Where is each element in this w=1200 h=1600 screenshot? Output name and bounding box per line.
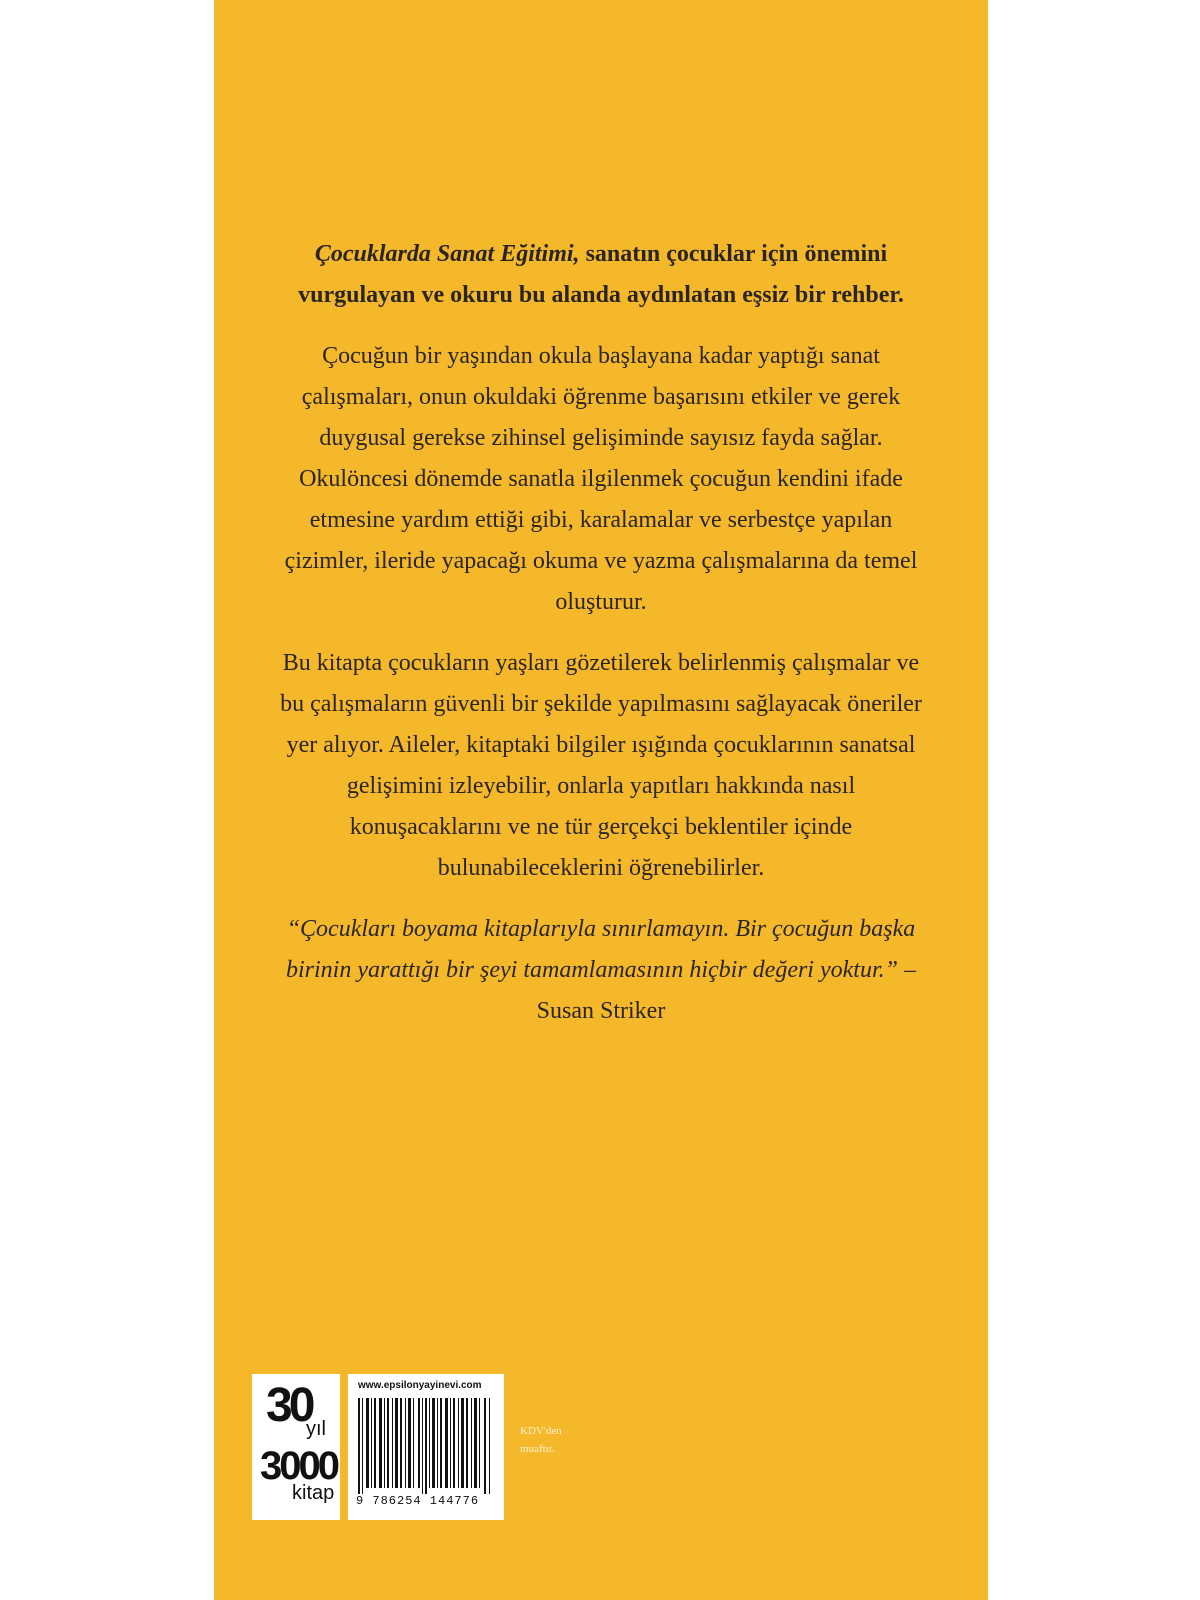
quote-author: –Susan Striker: [536, 957, 916, 1024]
book-title: Çocuklarda Sanat Eğitimi,: [314, 241, 580, 267]
quote-text: “Çocukları boyama kitaplarıyla sınırlamayın. Bir çocuğun başka birinin yarattığı bir şeyi tamamlamasının hiçbir değeri yoktur.”: [286, 916, 916, 983]
lead-sentence: [280, 234, 922, 316]
isbn-digits: 9 786254 144776: [356, 1494, 480, 1508]
lead-rest: sanatın çocuklar için önemini vurgulayan ve okuru bu alanda aydınlatan eşsiz bir rehber.: [298, 241, 904, 308]
book-back-cover: [214, 0, 988, 1600]
barcode-icon: [356, 1398, 496, 1494]
tax-note-line-2: muaftır.: [520, 1443, 555, 1455]
logo-number-3000: 3000: [260, 1444, 337, 1488]
logo-word-kitap: kitap: [292, 1482, 335, 1504]
description-paragraph-2: Bu kitapta çocukların yaşları gözetilerek belirlenmiş çalışmalar ve bu çalışmaların güvenli bir şekilde yapılmasını sağlayacak öneriler yer alıyor. Aileler, kitaptaki bilgiler ışığında çocuklarının sanatsal gelişimini izleyebilir, onlarla yapıtları hakkında nasıl konuşacaklarını ve ne tür gerçekçi beklentiler içinde bulunabileceklerini öğrenebilirler.: [280, 650, 922, 881]
publisher-website: www.epsilonyayinevi.com: [358, 1380, 482, 1391]
tax-note: [520, 1422, 562, 1458]
logo-number-30: 30: [266, 1379, 312, 1432]
description-paragraph-1: Çocuğun bir yaşından okula başlayana kadar yaptığı sanat çalışmaları, onun okuldaki öğrenme başarısını etkiler ve gerek duygusal gerekse zihinsel gelişiminde sayısız fayda sağlar. Okulöncesi dönemde sanatla ilgilenmek çocuğun kendini ifade etmesine yardım ettiği gibi, karalamalar ve serbestçe yapılan çizimler, ileride yapacağı okuma ve yazma çalışmalarına da temel oluşturur.: [284, 343, 918, 615]
barcode-panel: [348, 1374, 504, 1520]
quote: [280, 909, 922, 1032]
anniversary-logo: [252, 1374, 340, 1520]
tax-note-line-1: KDV'den: [520, 1425, 562, 1437]
back-cover-text: [280, 234, 922, 1032]
logo-word-yil: yıl: [306, 1418, 326, 1440]
